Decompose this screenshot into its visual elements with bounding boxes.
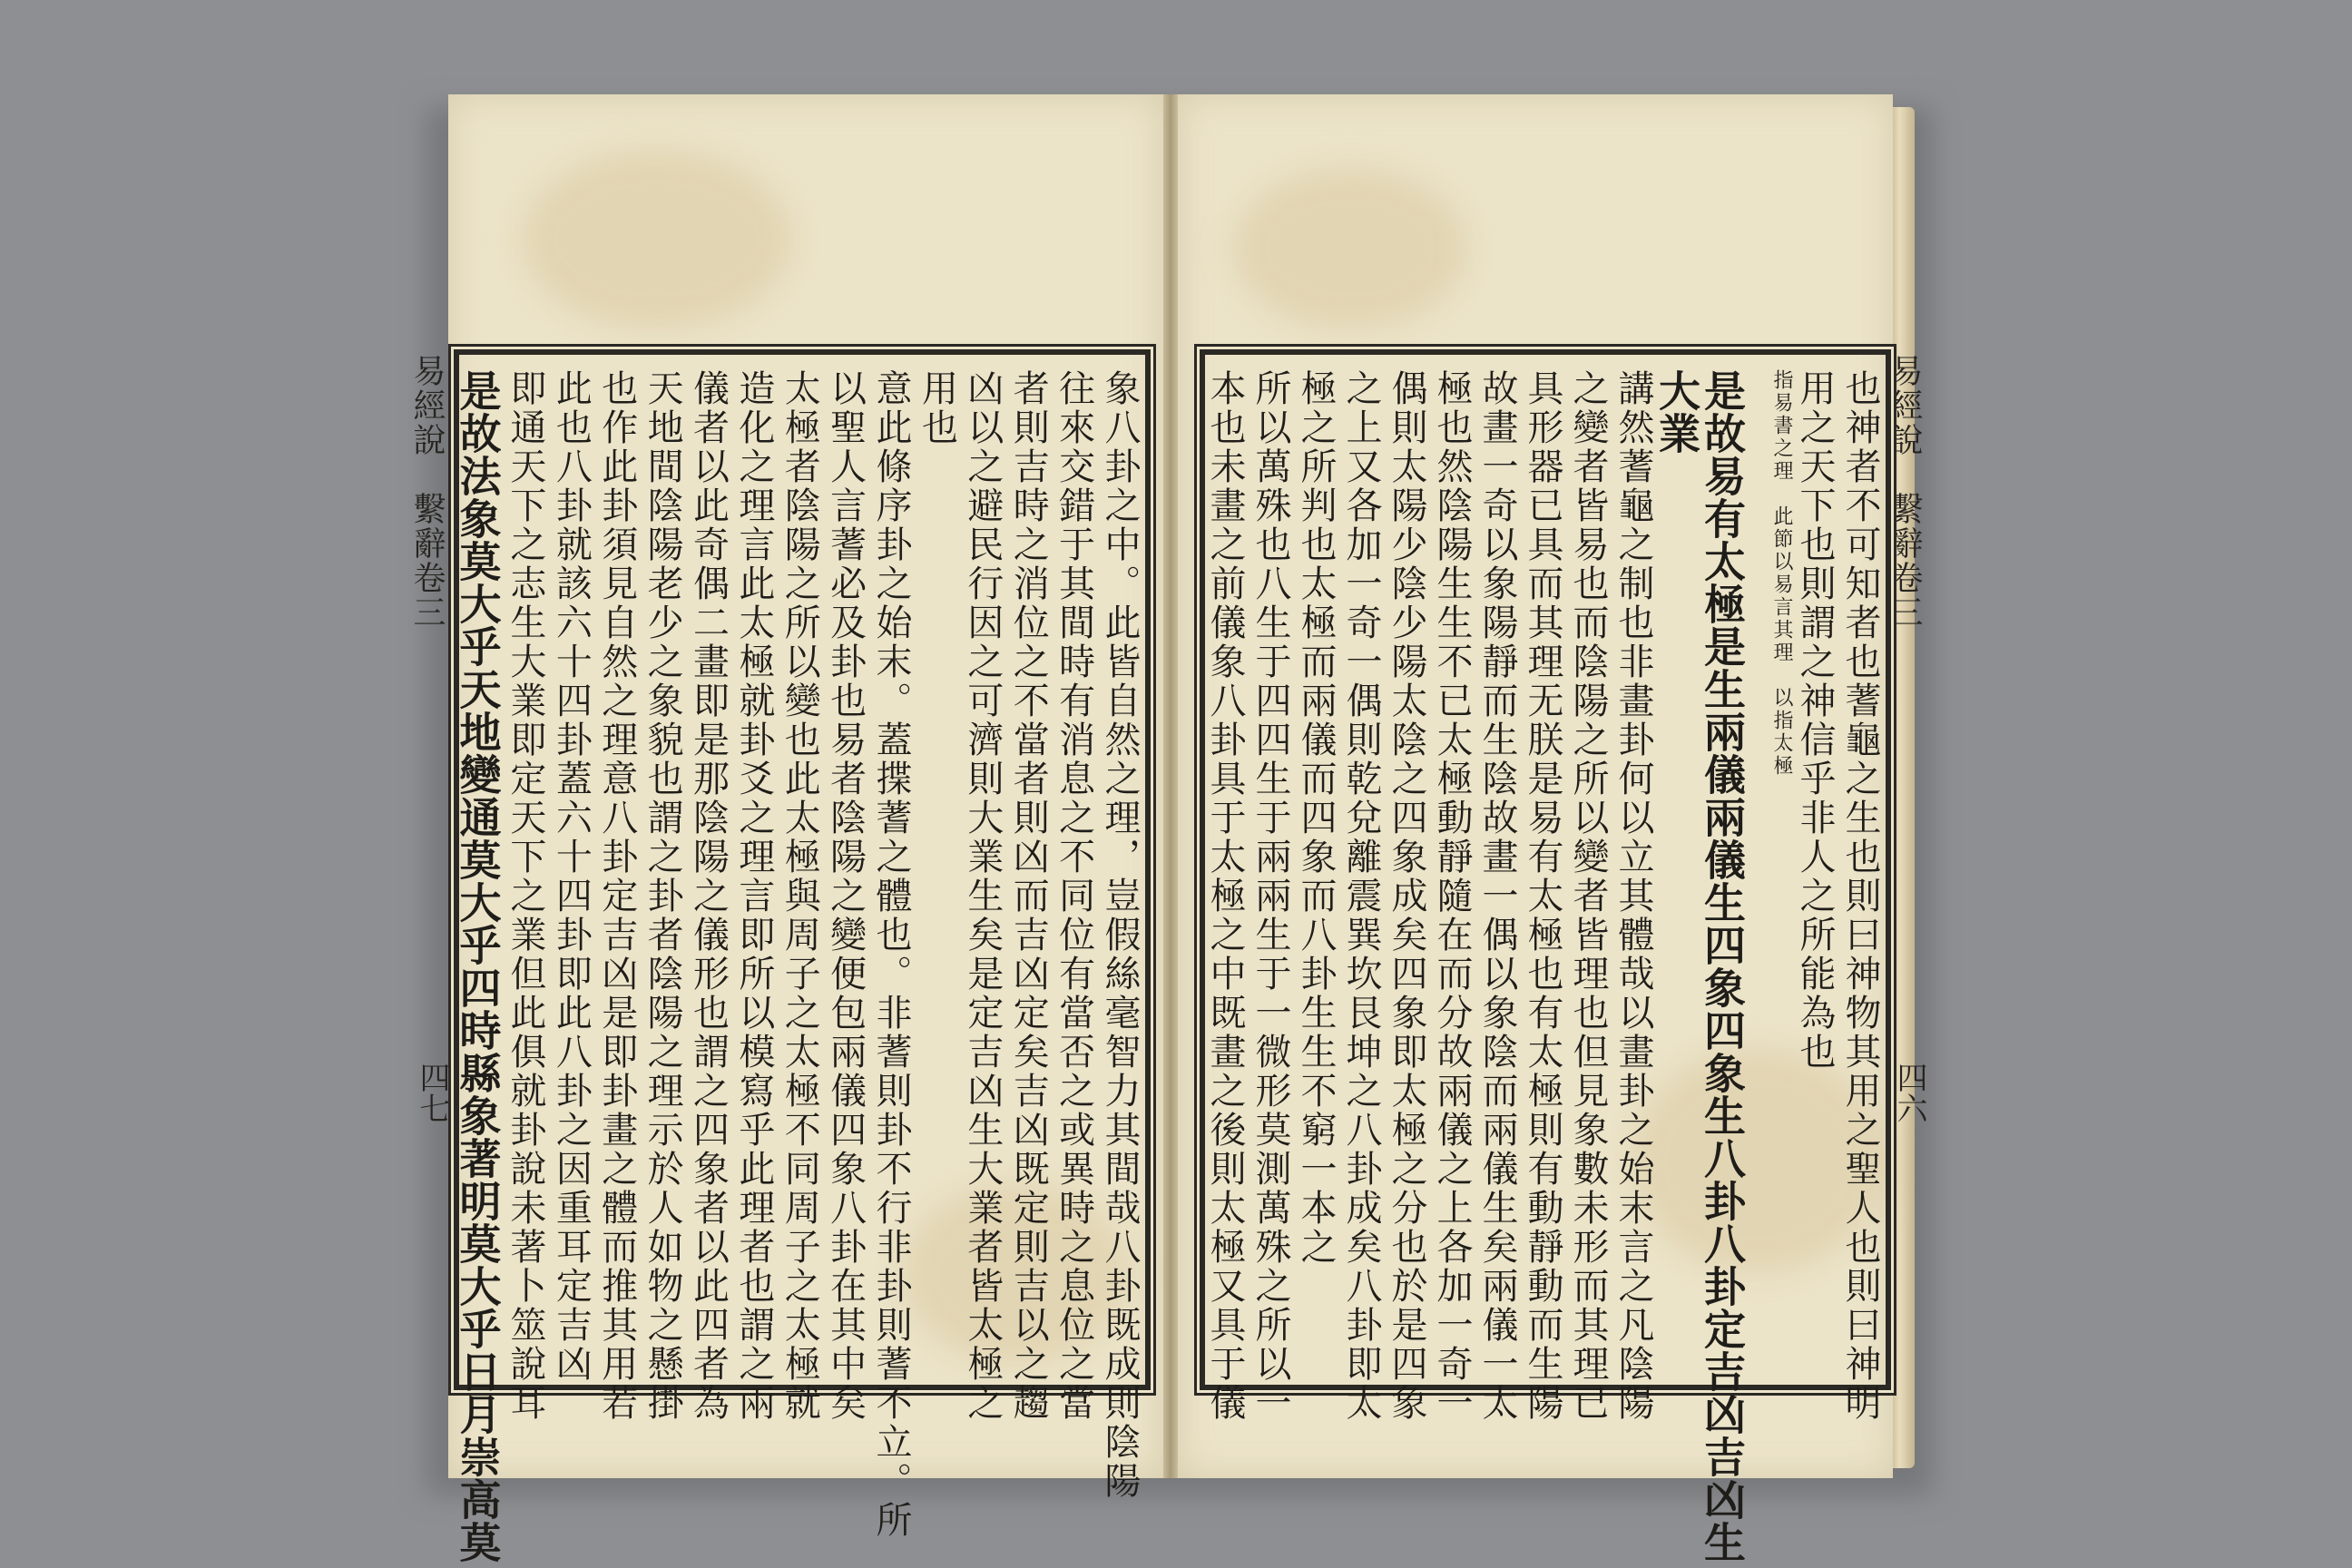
text-column: 以聖人言蓍必及卦也易者陰陽之變便包兩儀四象八卦在其中矣 bbox=[824, 369, 867, 1423]
text-column: 用也 bbox=[916, 369, 958, 447]
text-column: 也作此卦須見自然之理意八卦定吉凶是即卦畫之體而推其用若 bbox=[595, 369, 638, 1423]
text-column: 者則吉時之消位之不當者則凶而吉凶定矣吉凶既定則吉以之趨 bbox=[1007, 369, 1050, 1423]
text-column: 意此條序卦之始末。蓋揲蓍之體也。非蓍則卦不行非卦則蓍不立。所 bbox=[870, 369, 913, 1540]
text-column: 凶以之避民行因之可濟則大業生矣是定吉凶生大業者皆太極之 bbox=[961, 369, 1004, 1423]
right-folio-number: 四六 bbox=[1891, 1062, 1927, 1123]
right-text-columns bbox=[1204, 355, 1886, 1563]
right-spine-title: 易經說 繫辭卷三 bbox=[1886, 354, 1923, 630]
text-column: 本也未畫之前儀象八卦具于太極之中既畫之後則太極又具于儀 bbox=[1204, 369, 1246, 1423]
text-column: 用之天下也則謂之神信乎非人之所能為也 bbox=[1794, 369, 1836, 1072]
left-folio-number: 四七 bbox=[414, 1062, 450, 1123]
left-text-columns bbox=[453, 355, 1145, 1563]
left-spine-title: 易經說 繫辭卷三 bbox=[408, 354, 446, 630]
text-column: 講然蓍龜之制也非畫卦何以立其體哉以畫卦之始末言之凡陰陽 bbox=[1612, 369, 1654, 1423]
text-column: 大業 bbox=[1652, 369, 1701, 455]
text-column: 偶則太陽少陰少陽太陰之四象成矣四象即太極之分也於是四象 bbox=[1386, 369, 1427, 1423]
right-text-frame bbox=[1200, 349, 1891, 1563]
text-column: 天地間陰陽老少之象貌也謂之卦者陰陽之理示於人如物之懸掛 bbox=[642, 369, 684, 1423]
text-column: 具形器已具而其理无朕是易有太極也有太極則有動靜動而生陽 bbox=[1522, 369, 1563, 1423]
text-column: 指易書之理 此節以易言其理 以指太極 bbox=[1770, 369, 1793, 778]
text-column: 象八卦之中。此皆自然之理，豈假絲毫智力其間哉八卦既成則陰陽 bbox=[1099, 369, 1141, 1501]
text-column: 極之所判也太極而兩儀而四象而八卦生生不窮一本之 bbox=[1295, 369, 1337, 1267]
text-column: 之變者皆易也而陰陽之所以變者皆理也但見象數未形而其理已 bbox=[1567, 369, 1609, 1423]
text-column: 是故法象莫大乎天地變通莫大乎四時縣象著明莫大乎日月崇高莫 bbox=[453, 369, 503, 1563]
text-column: 造化之理言此太極就卦爻之理言即所以模寫乎此理者也謂之兩 bbox=[732, 369, 775, 1423]
text-column: 儀者以此奇偶二畫即是那陰陽之儀形也謂之四象者以此四者為 bbox=[687, 369, 730, 1423]
text-column: 此也八卦就該六十四卦蓋六十四卦即此八卦之因重耳定吉凶 bbox=[550, 369, 593, 1384]
text-column: 也神者不可知者也蓍龜之生也則曰神物其用之聖人也則曰神明 bbox=[1839, 369, 1881, 1423]
text-column: 所以萬殊也八生于四四生于兩兩生于一微形莫測萬殊之所以一 bbox=[1250, 369, 1291, 1423]
text-column: 極也然陰陽生生不已太極動靜隨在而分故兩儀之上各加一奇一 bbox=[1431, 369, 1473, 1423]
text-column: 太極者陰陽之所以變也此太極與周子之太極不同周子之太極就 bbox=[779, 369, 821, 1423]
left-text-frame bbox=[453, 349, 1151, 1563]
book-gutter bbox=[1163, 94, 1178, 1478]
text-column: 之上又各加一奇一偶則乾兌離震巽坎艮坤之八卦成矣八卦即太 bbox=[1340, 369, 1382, 1423]
text-column: 即通天下之志生大業即定天下之業但此俱就卦說未著卜筮說耳 bbox=[504, 369, 546, 1423]
text-column: 往來交錯于其間時有消息之不同位有當否之或異時之息位之當 bbox=[1053, 369, 1095, 1423]
text-column: 故畫一奇以象陽靜而生陰故畫一偶以象陰而兩儀生矣兩儀一太 bbox=[1476, 369, 1518, 1423]
text-column: 是故易有太極是生兩儀兩儀生四象四象生八卦八卦定吉凶吉凶生 bbox=[1698, 369, 1747, 1563]
